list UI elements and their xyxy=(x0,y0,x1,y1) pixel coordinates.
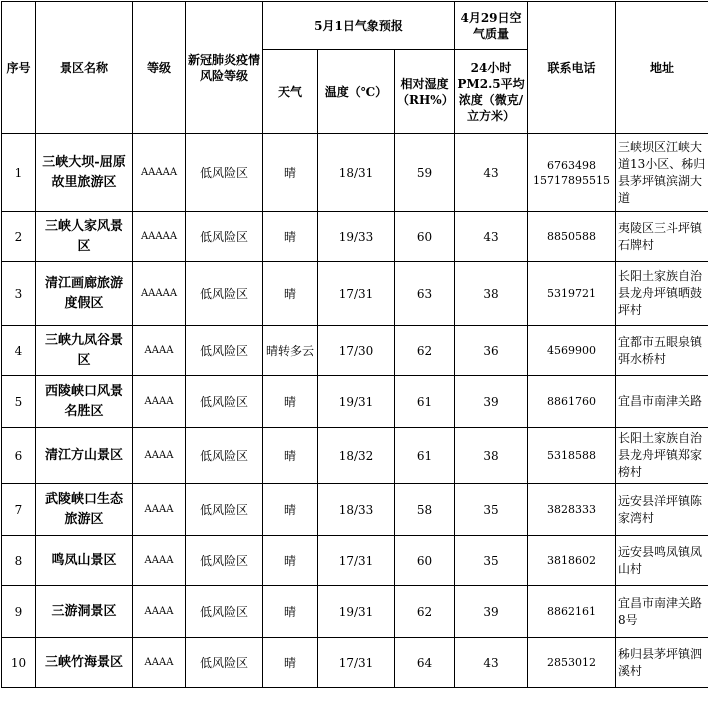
row-humidity: 60 xyxy=(395,212,455,262)
row-pm25: 38 xyxy=(455,262,528,326)
row-grade: AAAA xyxy=(133,376,186,428)
row-address: 宜昌市南津关路8号 xyxy=(616,586,708,638)
row-humidity: 62 xyxy=(395,586,455,638)
row-temperature: 18/33 xyxy=(318,484,395,536)
row-index: 10 xyxy=(2,638,36,688)
row-humidity: 63 xyxy=(395,262,455,326)
row-pm25: 43 xyxy=(455,638,528,688)
row-phone: 4569900 xyxy=(528,326,616,376)
row-grade: AAAA xyxy=(133,326,186,376)
row-phone: 8862161 xyxy=(528,586,616,638)
table-row xyxy=(2,326,708,376)
row-address: 宜昌市南津关路 xyxy=(616,376,708,428)
row-risk: 低风险区 xyxy=(186,262,263,326)
row-address: 三峡坝区江峡大道13小区、秭归县茅坪镇滨湖大道 xyxy=(616,134,708,212)
row-address: 远安县洋坪镇陈家湾村 xyxy=(616,484,708,536)
row-name: 武陵峡口生态旅游区 xyxy=(36,484,133,536)
row-grade: AAAA xyxy=(133,536,186,586)
row-weather: 晴转多云 xyxy=(263,326,318,376)
row-humidity: 60 xyxy=(395,536,455,586)
row-weather: 晴 xyxy=(263,428,318,484)
table-row xyxy=(2,586,708,638)
row-risk: 低风险区 xyxy=(186,484,263,536)
row-pm25: 39 xyxy=(455,586,528,638)
row-pm25: 39 xyxy=(455,376,528,428)
row-name: 三峡人家风景区 xyxy=(36,212,133,262)
row-grade: AAAA xyxy=(133,484,186,536)
row-phone: 6763498 15717895515 xyxy=(528,134,616,212)
row-weather: 晴 xyxy=(263,376,318,428)
row-phone: 5319721 xyxy=(528,262,616,326)
row-pm25: 43 xyxy=(455,212,528,262)
row-grade: AAAAA xyxy=(133,212,186,262)
row-index: 4 xyxy=(2,326,36,376)
scenic-area-table xyxy=(1,1,708,688)
row-address: 夷陵区三斗坪镇石牌村 xyxy=(616,212,708,262)
row-risk: 低风险区 xyxy=(186,638,263,688)
row-index: 5 xyxy=(2,376,36,428)
header-humidity: 相对湿度（RH%） xyxy=(395,50,455,134)
row-risk: 低风险区 xyxy=(186,536,263,586)
row-phone: 8850588 xyxy=(528,212,616,262)
header-name: 景区名称 xyxy=(36,2,133,134)
row-humidity: 61 xyxy=(395,376,455,428)
row-risk: 低风险区 xyxy=(186,326,263,376)
row-risk: 低风险区 xyxy=(186,428,263,484)
row-risk: 低风险区 xyxy=(186,586,263,638)
header-phone: 联系电话 xyxy=(528,2,616,134)
row-pm25: 43 xyxy=(455,134,528,212)
row-pm25: 38 xyxy=(455,428,528,484)
row-weather: 晴 xyxy=(263,484,318,536)
row-address: 长阳土家族自治县龙舟坪镇晒鼓坪村 xyxy=(616,262,708,326)
table-row xyxy=(2,484,708,536)
row-weather: 晴 xyxy=(263,134,318,212)
row-address: 长阳土家族自治县龙舟坪镇郑家榜村 xyxy=(616,428,708,484)
row-temperature: 17/31 xyxy=(318,536,395,586)
row-index: 9 xyxy=(2,586,36,638)
row-pm25: 35 xyxy=(455,484,528,536)
row-name: 清江画廊旅游度假区 xyxy=(36,262,133,326)
row-index: 1 xyxy=(2,134,36,212)
table-row xyxy=(2,262,708,326)
row-weather: 晴 xyxy=(263,212,318,262)
row-grade: AAAA xyxy=(133,428,186,484)
row-temperature: 19/33 xyxy=(318,212,395,262)
header-index: 序号 xyxy=(2,2,36,134)
row-grade: AAAAA xyxy=(133,134,186,212)
table-row xyxy=(2,134,708,212)
row-humidity: 62 xyxy=(395,326,455,376)
header-grade: 等级 xyxy=(133,2,186,134)
row-pm25: 36 xyxy=(455,326,528,376)
table-row xyxy=(2,212,708,262)
row-temperature: 17/31 xyxy=(318,638,395,688)
row-temperature: 18/32 xyxy=(318,428,395,484)
row-temperature: 17/31 xyxy=(318,262,395,326)
row-name: 三峡大坝-屈原故里旅游区 xyxy=(36,134,133,212)
row-weather: 晴 xyxy=(263,638,318,688)
row-index: 7 xyxy=(2,484,36,536)
row-index: 3 xyxy=(2,262,36,326)
row-temperature: 18/31 xyxy=(318,134,395,212)
row-name: 三游洞景区 xyxy=(36,586,133,638)
header-temperature: 温度（℃） xyxy=(318,50,395,134)
header-pm25: 24小时PM2.5平均浓度（微克/立方米） xyxy=(455,50,528,134)
table-body xyxy=(2,134,708,688)
table-row xyxy=(2,536,708,586)
header-forecast: 5月1日气象预报 xyxy=(263,2,455,50)
row-grade: AAAA xyxy=(133,638,186,688)
header-risk: 新冠肺炎疫情风险等级 xyxy=(186,2,263,134)
row-phone: 2853012 xyxy=(528,638,616,688)
row-phone: 3818602 xyxy=(528,536,616,586)
row-humidity: 59 xyxy=(395,134,455,212)
row-temperature: 19/31 xyxy=(318,586,395,638)
row-index: 6 xyxy=(2,428,36,484)
row-name: 三峡竹海景区 xyxy=(36,638,133,688)
header-weather: 天气 xyxy=(263,50,318,134)
row-risk: 低风险区 xyxy=(186,134,263,212)
row-name: 三峡九凤谷景区 xyxy=(36,326,133,376)
row-weather: 晴 xyxy=(263,262,318,326)
row-risk: 低风险区 xyxy=(186,376,263,428)
row-grade: AAAA xyxy=(133,586,186,638)
row-risk: 低风险区 xyxy=(186,212,263,262)
row-humidity: 64 xyxy=(395,638,455,688)
row-index: 8 xyxy=(2,536,36,586)
header-air-quality: 4月29日空气质量 xyxy=(455,2,528,50)
table-header xyxy=(2,2,708,134)
row-temperature: 17/30 xyxy=(318,326,395,376)
row-temperature: 19/31 xyxy=(318,376,395,428)
row-name: 鸣凤山景区 xyxy=(36,536,133,586)
row-grade: AAAAA xyxy=(133,262,186,326)
row-name: 清江方山景区 xyxy=(36,428,133,484)
row-phone: 3828333 xyxy=(528,484,616,536)
table-row xyxy=(2,638,708,688)
row-humidity: 61 xyxy=(395,428,455,484)
row-phone: 8861760 xyxy=(528,376,616,428)
row-weather: 晴 xyxy=(263,536,318,586)
row-address: 宜都市五眼泉镇弭水桥村 xyxy=(616,326,708,376)
row-address: 远安县鸣凤镇凤山村 xyxy=(616,536,708,586)
row-weather: 晴 xyxy=(263,586,318,638)
row-index: 2 xyxy=(2,212,36,262)
row-pm25: 35 xyxy=(455,536,528,586)
row-phone: 5318588 xyxy=(528,428,616,484)
header-address: 地址 xyxy=(616,2,708,134)
table-row xyxy=(2,428,708,484)
row-humidity: 58 xyxy=(395,484,455,536)
row-name: 西陵峡口风景名胜区 xyxy=(36,376,133,428)
row-address: 秭归县茅坪镇泗溪村 xyxy=(616,638,708,688)
table-row xyxy=(2,376,708,428)
